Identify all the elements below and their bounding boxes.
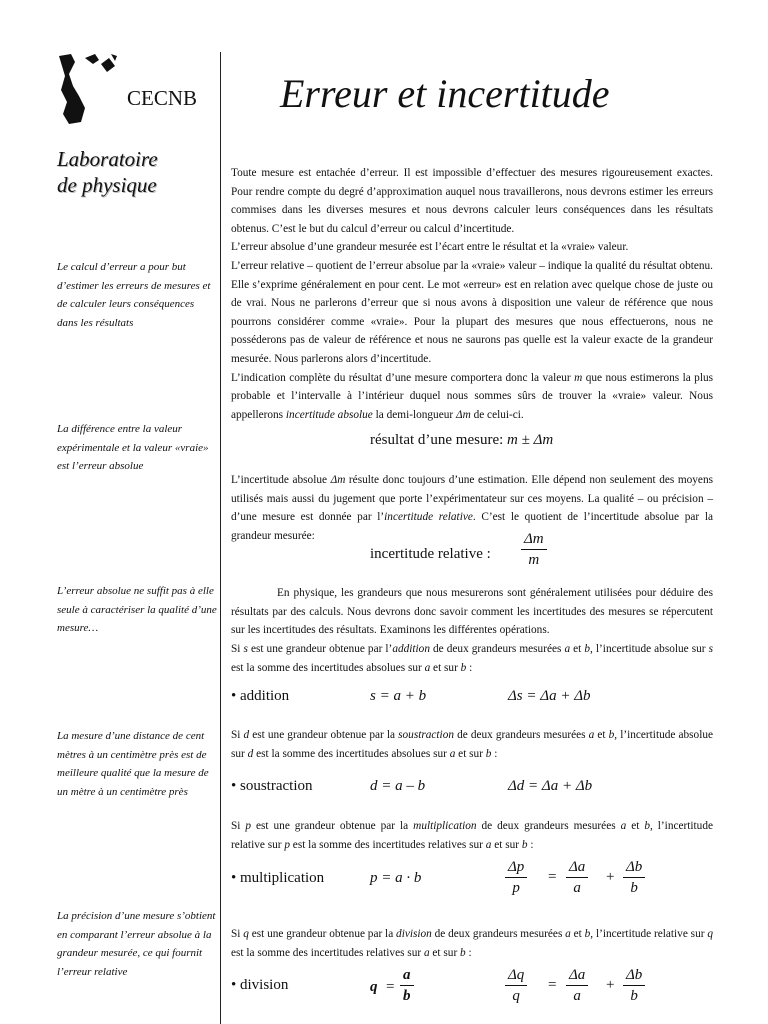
fraction-denominator: a <box>573 988 581 1004</box>
margin-note-2: La différence entre la valeur expérimentale et la valeur «vraie» est l’erreur absolue <box>57 423 209 472</box>
term-relative-uncertainty: incertitude relative <box>384 511 473 524</box>
text-run: et <box>570 928 585 940</box>
fraction-delta-q-over-q <box>505 965 527 1006</box>
fraction-delta-b-over-b <box>623 857 645 898</box>
multiplication-description <box>231 817 713 854</box>
var: d <box>243 729 250 741</box>
text-run: , l’incertitude absolue sur <box>231 729 713 760</box>
var: a <box>485 838 492 851</box>
fraction-denominator: b <box>630 880 638 896</box>
text-run: Si <box>231 928 244 940</box>
fraction-delta-a-over-a <box>566 965 588 1006</box>
symbol-delta-m: Δm <box>330 474 346 486</box>
subtraction-description <box>231 726 713 763</box>
plus-sign: + <box>606 977 615 993</box>
text-run: et <box>594 729 609 741</box>
var: a <box>423 946 430 959</box>
fraction-numerator: Δb <box>623 857 645 878</box>
var: a <box>449 747 456 760</box>
text-run: et sur <box>429 946 461 959</box>
addition-description <box>231 640 713 677</box>
fraction-delta-p-over-p <box>505 857 527 898</box>
absolute-uncertainty-paragraph <box>231 471 713 545</box>
var: b <box>644 820 650 832</box>
fraction-delta-b-over-b <box>623 965 645 1006</box>
lab-title-line-1: Laboratoire <box>57 147 158 171</box>
org-name: CECNB <box>127 86 198 110</box>
var: a <box>564 643 571 655</box>
symbol-delta-m: Δm <box>455 408 471 421</box>
text-run: , l’incertitude relative sur <box>231 820 713 851</box>
var: s <box>708 643 713 655</box>
var: p <box>284 838 290 851</box>
result-formula-label: résultat d’une mesure: <box>370 432 504 448</box>
fraction-denominator: b <box>630 988 638 1004</box>
text-run: L’incertitude absolue <box>231 474 331 486</box>
text-run: résulte donc toujours d’une estimation. Elle dépend non seulement des moyens utilisés mais aussi du jugement que porte l’expérimentateur sur ces moyens. La qualité – ou précision – d’une mesure est donnée par l’ <box>231 474 713 524</box>
text-run: , l’incertitude relative sur <box>590 928 708 940</box>
fraction-numerator: Δq <box>505 965 527 986</box>
fraction-numerator: Δb <box>623 965 645 986</box>
fraction-denominator: p <box>512 880 520 896</box>
margin-note-3: L’erreur absolue ne suffit pas à elle seule à caractériser la qualité d’une mesure… <box>57 585 217 634</box>
var: b <box>584 928 591 940</box>
multiplication-label: • multiplication <box>231 870 325 886</box>
operation-name: division <box>396 928 432 940</box>
text-run: Si <box>231 729 244 741</box>
var: s <box>243 643 248 655</box>
text-run: est la somme des incertitudes relatives sur <box>231 946 424 959</box>
intro-paragraph-2: L’erreur absolue d’une grandeur mesurée est l’écart entre le résultat et la «vraie» valeur. <box>231 241 629 254</box>
equals-sign: = <box>548 869 557 885</box>
relative-formula-label: incertitude relative : <box>370 546 491 562</box>
addition-equation: s = a + b <box>370 688 427 704</box>
text-run: est une grandeur obtenue par l’ <box>247 643 393 655</box>
text-run: est la somme des incertitudes absolues sur <box>231 661 425 674</box>
page-title: Erreur et incertitude <box>280 71 610 116</box>
var: b <box>485 747 492 760</box>
fraction-numerator: Δa <box>566 857 588 878</box>
var: a <box>565 928 571 940</box>
multiplication-equation: p = a · b <box>370 870 422 886</box>
fraction-denominator: m <box>528 552 540 568</box>
var: b <box>521 838 528 851</box>
intro-paragraph-4 <box>231 369 713 425</box>
lab-title-line-2: de physique <box>57 173 157 197</box>
margin-note-5: La précision d’une mesure s’obtient en comparant l’erreur absolue à la grandeur mesurée, ce qui fournit l’erreur relative <box>57 910 216 978</box>
operation-name: soustraction <box>398 729 454 741</box>
fraction-denominator: b <box>403 988 411 1004</box>
text-run: de celui-ci. <box>470 408 524 421</box>
division-lhs: q <box>370 979 378 995</box>
text-run: et <box>570 643 585 655</box>
addition-uncertainty-equation: Δs = Δa + Δb <box>508 688 591 704</box>
result-formula <box>370 432 553 449</box>
margin-note-1: Le calcul d’erreur a pour but d’estimer les erreurs de mesures et de calculer leurs conséquences dans les résultats <box>57 261 211 329</box>
var: b <box>608 729 615 741</box>
text-run: de deux grandeurs mesurées <box>454 729 589 741</box>
text-run: de deux grandeurs mesurées <box>429 643 565 655</box>
var-m: m <box>574 371 583 384</box>
margin-note-4: La mesure d’une distance de cent mètres à un centimètre près est de meilleure qualité que la mesure de un mètre à un centimètre près <box>57 730 209 798</box>
var: a <box>620 820 627 832</box>
text-run: . C’est le quotient de l’incertitude absolue par la grandeur mesurée: <box>231 511 713 542</box>
relative-formula-fraction <box>521 529 547 570</box>
text-run: : <box>465 946 472 959</box>
text-run: : <box>466 661 473 674</box>
equals-sign: = <box>548 977 557 993</box>
operations-intro: En physique, les grandeurs que nous mesurerons sont généralement utilisées pour déduire des résultats par des calculs. Nous devrons donc savoir comment les incertitudes des mesures se répercutent sur les incertitudes des résultats. Examinons les différentes opérations. <box>231 587 713 637</box>
text-run: est une grandeur obtenue par la <box>248 928 397 940</box>
text-run: et <box>626 820 645 832</box>
division-description <box>231 925 713 962</box>
var: d <box>247 747 254 760</box>
operation-name: addition <box>392 643 430 655</box>
plus-sign: + <box>606 869 615 885</box>
intro-paragraph-1: Toute mesure est entachée d’erreur. Il est impossible d’effectuer des mesures rigoureusement exactes. Pour rendre compte du degré d’approximation auquel nous travaillerons, nous devrons estimer les erreurs commises dans les diverses mesures et nous devrons calculer leurs conséquences dans les résultats obtenus. C’est le but du calcul d’erreur ou calcul d’incertitude. <box>231 167 713 235</box>
text-run: de deux grandeurs mesurées <box>431 928 566 940</box>
var: q <box>243 928 249 940</box>
subtraction-uncertainty-equation: Δd = Δa + Δb <box>508 778 593 794</box>
column-divider <box>220 52 221 1024</box>
fraction-numerator: Δa <box>566 965 588 986</box>
text-run: : <box>491 747 498 760</box>
var: b <box>460 661 467 674</box>
text-run: Si <box>231 820 246 832</box>
addition-label: • addition <box>231 688 290 704</box>
text-run: est une grandeur obtenue par la <box>249 729 399 741</box>
term-absolute-uncertainty: incertitude absolue <box>285 408 373 421</box>
text-run: est une grandeur obtenue par la <box>251 820 414 832</box>
text-run: : <box>527 838 534 851</box>
var: b <box>584 643 591 655</box>
operation-name: multiplication <box>413 820 477 832</box>
fraction-denominator: a <box>573 880 581 896</box>
result-formula-expr: m ± Δm <box>507 432 554 448</box>
text-run: est la somme des incertitudes absolues sur <box>253 747 450 760</box>
text-run: et sur <box>455 747 486 760</box>
fraction-a-over-b <box>400 965 414 1006</box>
text-run: et sur <box>430 661 461 674</box>
text-run: de deux grandeurs mesurées <box>476 820 621 832</box>
text-run: Si <box>231 643 244 655</box>
text-run: la demi-longueur <box>372 408 456 421</box>
subtraction-label: • soustraction <box>231 778 313 794</box>
fraction-numerator: Δp <box>505 857 527 878</box>
var: b <box>460 946 466 959</box>
intro-paragraph-3: L’erreur relative – quotient de l’erreur absolue par la «vraie» valeur – indique la qualité du résultat obtenu. Elle s’exprime généralement en pour cent. Le mot «erreur» est en relation avec quelque chose de juste ou de vrai. Nous ne parlerons d’erreur que si nous avons à disposition une valeur de référence que nous pourrons considérer comme «vraie». Pour la plupart des mesures que nous effectuerons, nous ne posséderons pas de valeur de référence et nous ne saurons pas quelle est la valeur exacte de la grandeur mesurée. Nous parlerons alors d’incertitude. <box>231 259 713 365</box>
equals-sign: = <box>386 979 395 995</box>
subtraction-equation: d = a – b <box>370 778 426 794</box>
fraction-numerator: Δm <box>521 529 547 550</box>
var: p <box>245 820 252 832</box>
text-run: et sur <box>491 838 522 851</box>
text-run: est la somme des incertitudes relatives sur <box>289 838 486 851</box>
var: a <box>588 729 595 741</box>
division-label: • division <box>231 977 289 993</box>
var: a <box>424 661 431 674</box>
text-run: que nous estimerons la plus probable et l’intervalle à l’intérieur duquel nous sommes sûrs de trouver la «vraie» valeur. Nous appellerons <box>231 371 713 421</box>
text-run: , l’incertitude absolue sur <box>590 643 709 655</box>
fraction-numerator: a <box>400 965 414 986</box>
fraction-denominator: q <box>512 988 520 1004</box>
fraction-delta-a-over-a <box>566 857 588 898</box>
text-run: L’indication complète du résultat d’une mesure comportera donc la valeur <box>231 371 575 384</box>
cecnb-logo <box>55 52 125 127</box>
lab-title <box>57 146 158 198</box>
var: q <box>707 928 713 940</box>
intro-text <box>231 164 713 424</box>
